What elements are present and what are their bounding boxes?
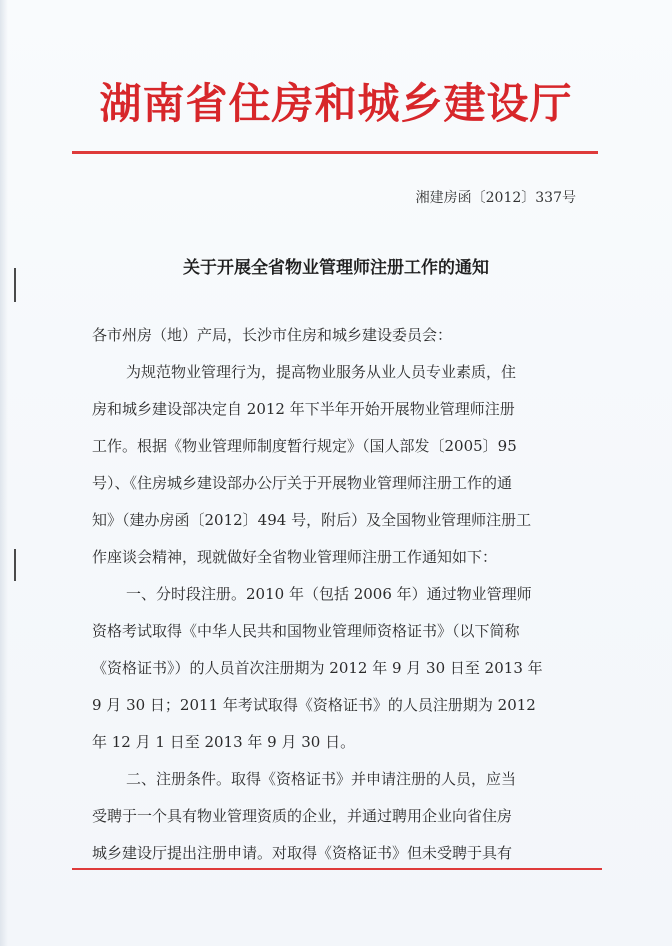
- body-text-line: 作座谈会精神，现就做好全省物业管理师注册工作通知如下：: [92, 548, 498, 566]
- letterhead-red-rule: [72, 151, 598, 154]
- scan-edge-shadow: [0, 0, 8, 946]
- binding-margin-mark: [14, 549, 16, 581]
- body-text-line: 《资格证书》）的人员首次注册期为 2012 年 9 月 30 日至 2013 年: [92, 659, 543, 677]
- salutation-line: 各市州房（地）产局，长沙市住房和城乡建设委员会：: [92, 326, 453, 344]
- section-one-heading-line: 一、分时段注册。2010 年（包括 2006 年）通过物业管理师: [126, 585, 532, 603]
- body-text-line: 工作。根据《物业管理师制度暂行规定》（国人部发〔2005〕95: [92, 437, 517, 455]
- body-text-line: 号）、《住房城乡建设部办公厅关于开展物业管理师注册工作的通: [92, 474, 513, 492]
- body-text-line: 为规范物业管理行为，提高物业服务从业人员专业素质，住: [126, 363, 517, 381]
- agency-letterhead-title: 湖南省住房和城乡建设厅: [99, 79, 573, 128]
- body-text-line: 资格考试取得《中华人民共和国物业管理师资格证书》（以下简称: [92, 622, 520, 640]
- section-two-heading-line: 二、注册条件。取得《资格证书》并申请注册的人员，应当: [126, 770, 517, 788]
- body-text-line: 城乡建设厅提出注册申请。对取得《资格证书》但未受聘于具有: [92, 844, 513, 862]
- notice-title: 关于开展全省物业管理师注册工作的通知: [183, 258, 489, 278]
- document-number: 湘建房函〔2012〕337号: [415, 190, 576, 206]
- body-text-line: 受聘于一个具有物业管理资质的企业，并通过聘用企业向省住房: [92, 807, 513, 825]
- body-text-line: 房和城乡建设部决定自 2012 年下半年开始开展物业管理师注册: [92, 400, 515, 418]
- body-text-line: 年 12 月 1 日至 2013 年 9 月 30 日。: [92, 733, 356, 751]
- binding-margin-mark: [14, 268, 16, 302]
- footer-red-rule: [72, 868, 602, 870]
- body-text-line: 9 月 30 日；2011 年考试取得《资格证书》的人员注册期为 2012: [92, 696, 536, 714]
- body-text-line: 知》（建办房函〔2012〕494 号，附后）及全国物业管理师注册工: [92, 511, 532, 529]
